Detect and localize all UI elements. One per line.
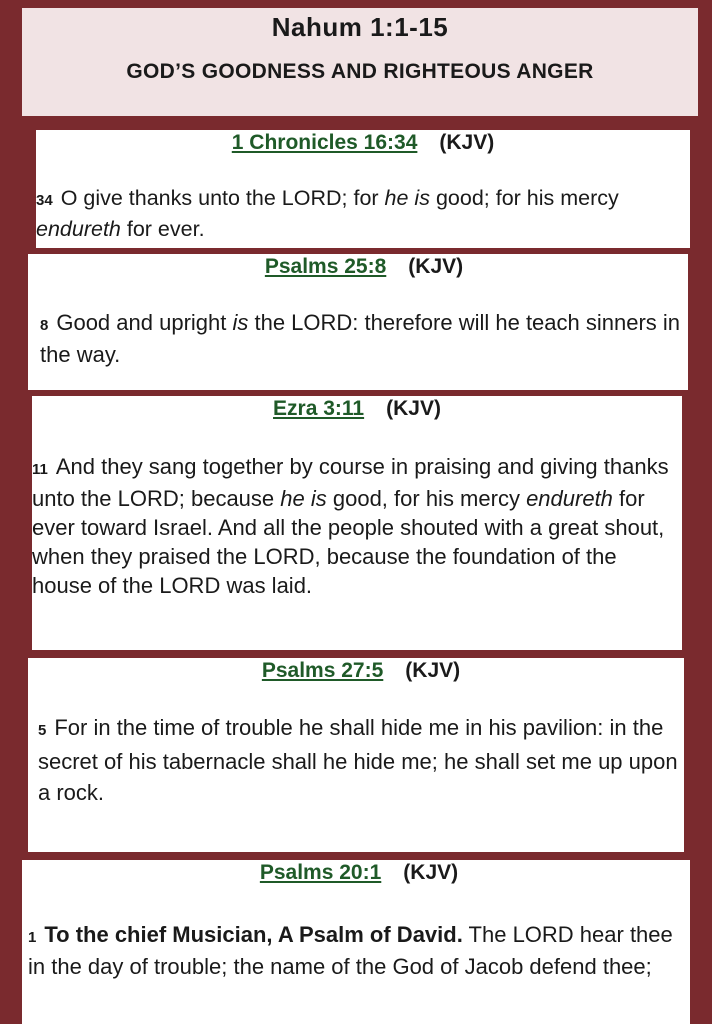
verse-segment: he is xyxy=(384,186,430,210)
verse-segment: for ever. xyxy=(120,217,205,241)
psalm-superscription: To the chief Musician, A Psalm of David. xyxy=(44,922,463,947)
verse-segment: The LORD hear thee in the day of trouble; the name of the God of Jacob defend thee; xyxy=(28,922,673,979)
verse-card-1 xyxy=(36,130,690,248)
verse-segment: endureth xyxy=(36,217,121,241)
verse-segment: good; for his mercy xyxy=(429,186,619,210)
verse-citation: Ezra 3:11 xyxy=(273,397,365,420)
verse-segment: he is xyxy=(280,486,327,511)
verse-segment: good, for his mercy xyxy=(326,486,527,511)
verse-number: 1 xyxy=(28,929,37,946)
verse-card-4 xyxy=(28,658,684,852)
verse-title xyxy=(36,130,690,156)
verse-card-2 xyxy=(28,254,688,390)
verse-title xyxy=(40,254,688,280)
verse-segment: the LORD: therefore will he teach sinners in the way. xyxy=(40,310,681,367)
verse-segment: for ever toward Israel. And all the people shouted with a great shout, when they praised the LORD, because the foundation of the house of the LORD was laid. xyxy=(32,486,665,598)
verse-title xyxy=(28,860,690,886)
verse-version: (KJV) xyxy=(408,255,464,278)
verse-number: 8 xyxy=(40,317,49,334)
verse-citation: Psalms 25:8 xyxy=(264,255,387,278)
verse-text xyxy=(36,184,690,244)
verse-text xyxy=(28,920,690,981)
verse-title xyxy=(32,396,682,422)
verse-citation: Psalms 20:1 xyxy=(259,861,382,884)
verse-card-5 xyxy=(22,860,690,1024)
verse-version: (KJV) xyxy=(439,131,495,154)
verse-text xyxy=(38,712,684,808)
verse-number: 34 xyxy=(36,192,53,209)
verse-version: (KJV) xyxy=(405,659,461,682)
verse-text xyxy=(40,308,688,369)
verse-title xyxy=(38,658,684,684)
verse-segment: endureth xyxy=(526,486,613,511)
verse-number: 11 xyxy=(32,461,48,478)
verse-segment: Good and upright xyxy=(56,310,233,335)
verse-citation: Psalms 27:5 xyxy=(261,659,384,682)
verse-text xyxy=(32,452,682,600)
verse-segment: is xyxy=(232,310,249,335)
passage-reference: Nahum 1:1-15 xyxy=(271,12,449,42)
verse-citation: 1 Chronicles 16:34 xyxy=(231,131,418,154)
verse-card-3 xyxy=(32,396,682,650)
verse-version: (KJV) xyxy=(403,861,459,884)
header-banner xyxy=(22,8,698,116)
verse-number: 5 xyxy=(38,722,47,739)
verse-segment: And they sang together by course in praising and giving thanks unto the LORD; because xyxy=(32,454,669,511)
verse-segment: O give thanks unto the LORD; for xyxy=(60,186,385,210)
passage-theme: GOD’S GOODNESS AND RIGHTEOUS ANGER xyxy=(126,60,594,83)
verse-segment: For in the time of trouble he shall hide me in his pavilion: in the secret of his tabernacle shall he hide me; he shall set me up upon a rock. xyxy=(38,715,678,805)
verse-version: (KJV) xyxy=(386,397,441,420)
